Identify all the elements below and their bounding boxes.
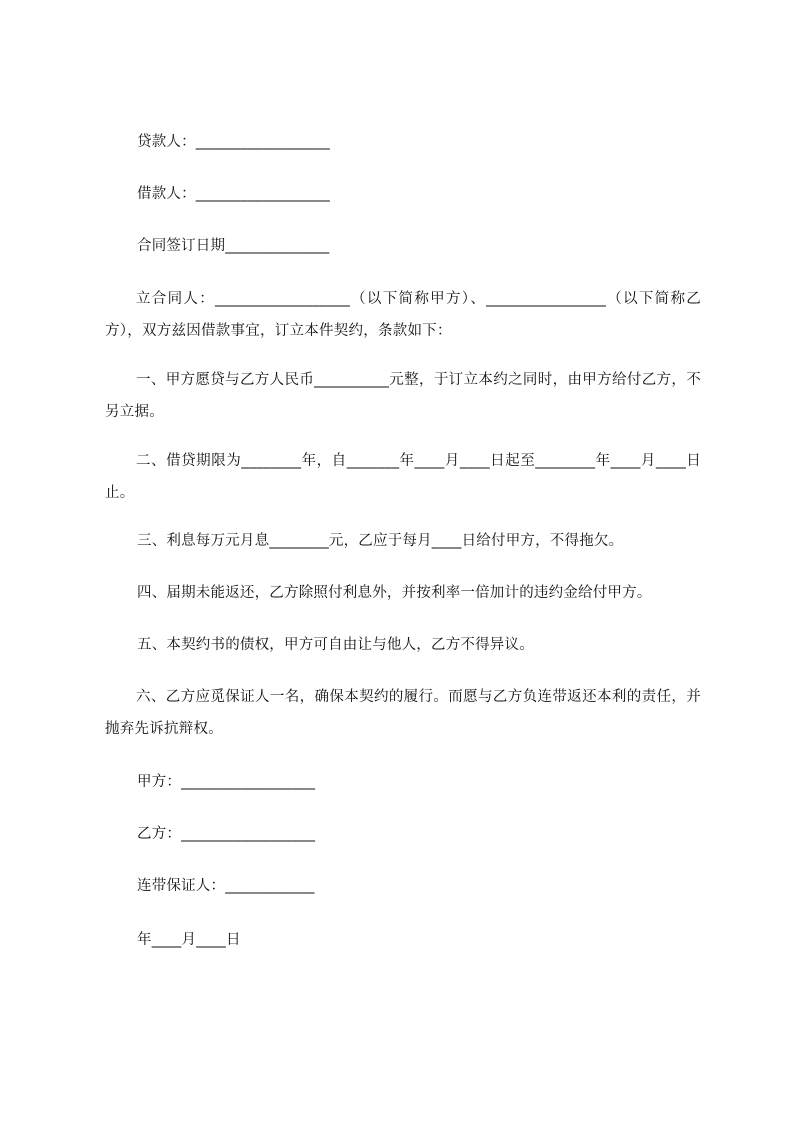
clause-1: 一、甲方愿贷与乙方人民币__________元整，于订立本约之同时，由甲方给付乙方，不另立据。: [105, 372, 701, 420]
sign-date-line: 合同签订日期______________: [137, 238, 330, 254]
clause-6: 六、乙方应觅保证人一名，确保本契约的履行。而愿与乙方负连带返还本利的责任，并抛弃先诉抗辩权。: [105, 689, 701, 737]
clause-5: 五、本契约书的债权，甲方可自由让与他人，乙方不得异议。: [137, 637, 534, 653]
guarantor-line: 连带保证人：____________: [137, 878, 315, 894]
clause-2: 二、借贷期限为________年，自_______年____月____日起至________年____月____日止。: [105, 453, 701, 501]
clause-3: 三、利息每万元月息________元，乙应于每月____日给付甲方，不得拖欠。: [137, 533, 624, 549]
date-line: 年____月____日: [137, 932, 241, 948]
party-b-line: 乙方：__________________: [137, 826, 316, 842]
lender-line: 贷款人：__________________: [137, 134, 330, 150]
parties-paragraph: 立合同人：__________________（以下简称甲方）、________________（以下简称乙方），双方兹因借款事宜，订立本件契约，条款如下：: [105, 291, 701, 339]
borrower-line: 借款人：__________________: [137, 186, 330, 202]
clause-4: 四、届期未能返还，乙方除照付利息外，并按利率一倍加计的违约金给付甲方。: [137, 585, 652, 601]
party-a-line: 甲方：__________________: [137, 774, 316, 790]
